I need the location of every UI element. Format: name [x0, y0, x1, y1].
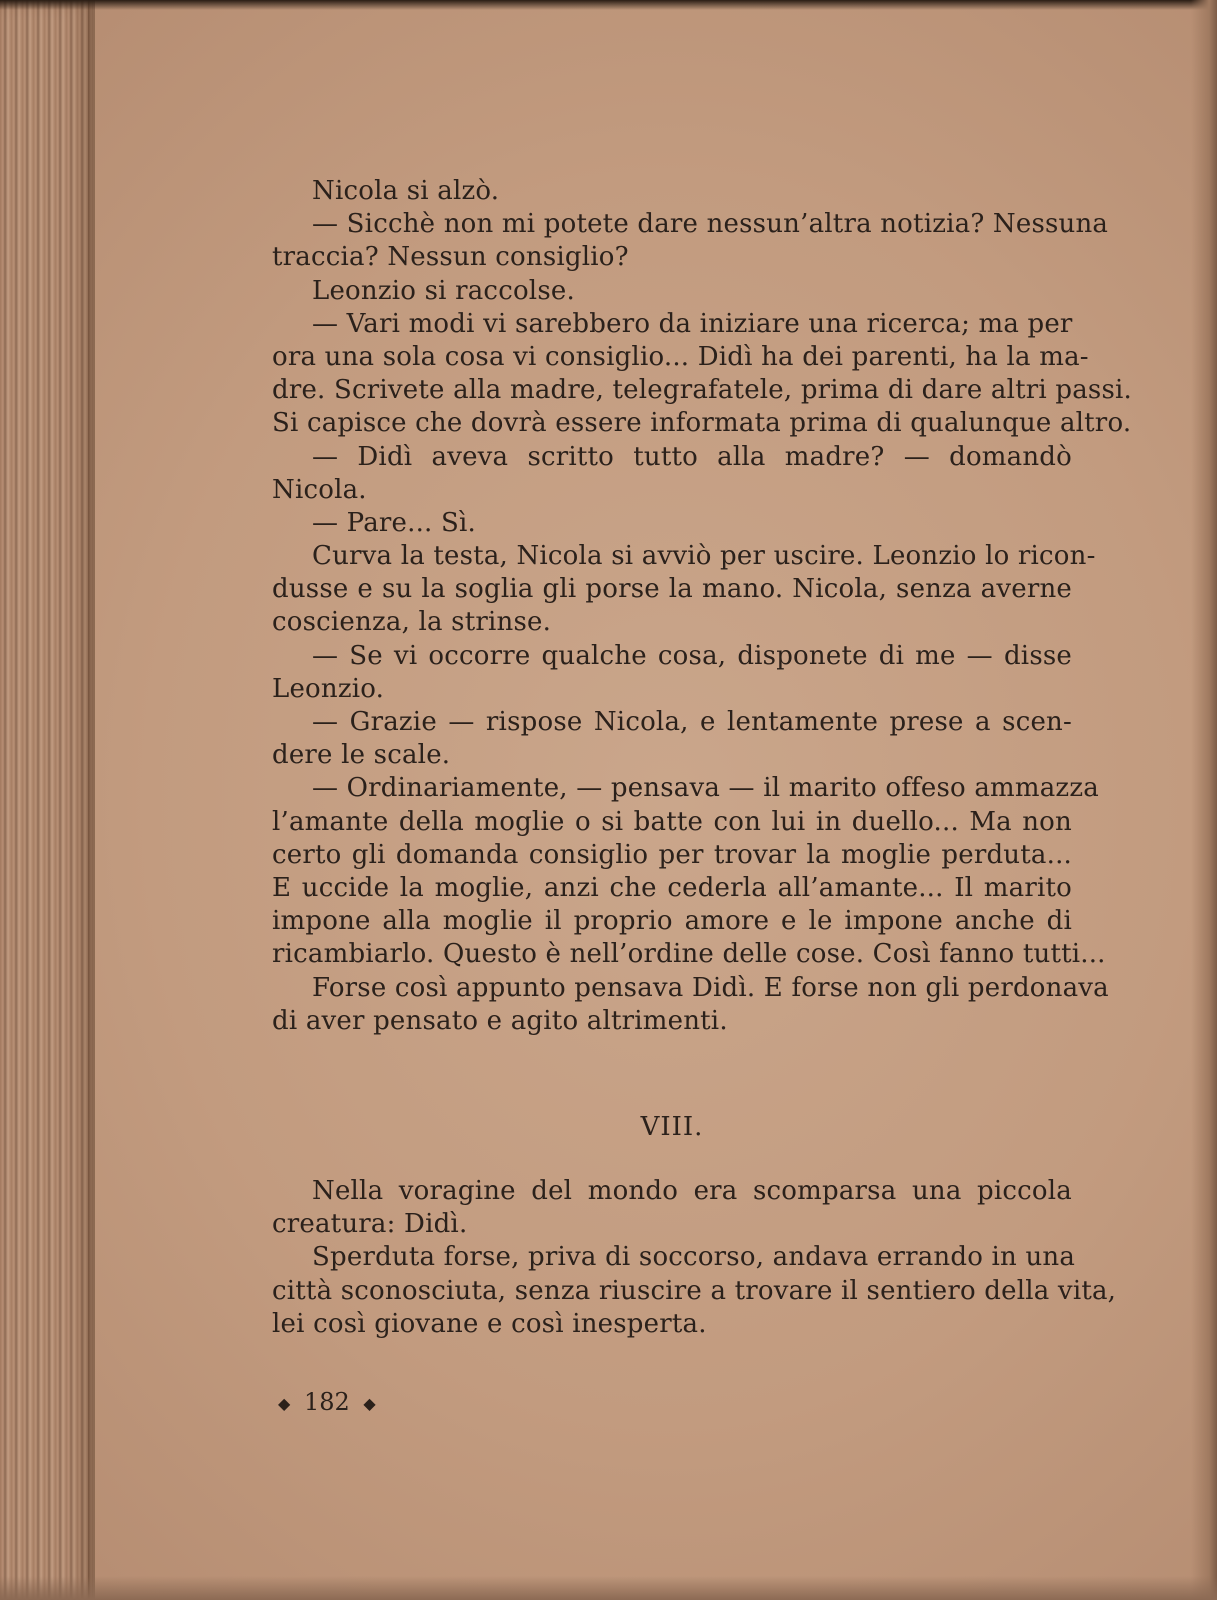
text-line: di aver pensato e agito altrimenti. — [272, 1005, 728, 1036]
book-spine — [0, 0, 95, 1600]
body-text-bottom — [272, 1175, 1117, 1341]
text-line: lei così giovane e così inesperta. — [272, 1308, 707, 1339]
text-line: Sperduta forse, priva di soccorso, andava errando in una — [312, 1242, 1076, 1273]
text-line: città sconosciuta, senza riuscire a trovare il sentiero della vita, — [272, 1275, 1117, 1306]
text-line: — Ordinariamente, — pensava — il marito offeso ammazza — [312, 773, 1099, 804]
text-line: traccia? Nessun consiglio? — [272, 242, 629, 273]
top-edge — [0, 0, 1217, 10]
text-line: dre. Scrivete alla madre, telegrafatele, prima di dare altri passi. — [272, 375, 1132, 406]
text-line: Leonzio si raccolse. — [312, 275, 575, 306]
chapter-heading: VIII. — [640, 1112, 704, 1142]
text-line: Si capisce che dovrà essere informata prima di qualunque altro. — [272, 408, 1132, 439]
text-line: — Didì aveva scritto tutto alla madre? — domandò — [312, 441, 1072, 472]
ornament-left-icon: ◆ — [278, 1394, 291, 1413]
text-line: dere le scale. — [272, 740, 451, 771]
text-line: l’amante della moglie o si batte con lui in duello... Ma non — [272, 806, 1072, 837]
page-number — [272, 1388, 382, 1416]
text-line: — Vari modi vi sarebbero da iniziare una ricerca; ma per — [312, 308, 1073, 339]
page-number-value: 182 — [303, 1388, 350, 1416]
bottom-edge — [0, 1576, 1217, 1600]
text-line: impone alla moglie il proprio amore e le impone anche di — [272, 906, 1072, 937]
body-text-top — [272, 175, 1132, 1038]
text-line: ricambiarlo. Questo è nell’ordine delle cose. Così fanno tutti... — [272, 939, 1106, 970]
text-line: — Sicchè non mi potete dare nessun’altra notizia? Nessuna — [312, 209, 1109, 240]
right-edge — [1191, 0, 1217, 1600]
text-line: — Se vi occorre qualche cosa, disponete di me — disse — [312, 640, 1072, 671]
text-line: — Pare... Sì. — [312, 507, 476, 538]
text-line: Leonzio. — [272, 673, 385, 704]
text-line: E uccide la moglie, anzi che cederla all’amante... Il marito — [272, 872, 1072, 903]
text-line: Nicola si alzò. — [312, 176, 500, 206]
spine-edge — [88, 0, 94, 1600]
text-line: ora una sola cosa vi consiglio... Didì ha dei parenti, ha la ma- — [272, 341, 1089, 372]
text-line: Nicola. — [272, 474, 367, 505]
text-line: Curva la testa, Nicola si avviò per uscire. Leonzio lo ricon- — [312, 541, 1096, 572]
text-line: coscienza, la strinse. — [272, 607, 552, 638]
text-line: certo gli domanda consiglio per trovar la moglie perduta... — [272, 839, 1072, 870]
text-line: creatura: Didì. — [272, 1209, 468, 1240]
ornament-right-icon: ◆ — [363, 1394, 376, 1413]
text-line: Forse così appunto pensava Didì. E forse non gli perdonava — [312, 972, 1109, 1003]
text-line: — Grazie — rispose Nicola, e lentamente prese a scen- — [312, 707, 1072, 737]
text-line: Nella voragine del mondo era scomparsa una piccola — [312, 1176, 1072, 1206]
text-line: dusse e su la soglia gli porse la mano. Nicola, senza averne — [272, 574, 1072, 605]
